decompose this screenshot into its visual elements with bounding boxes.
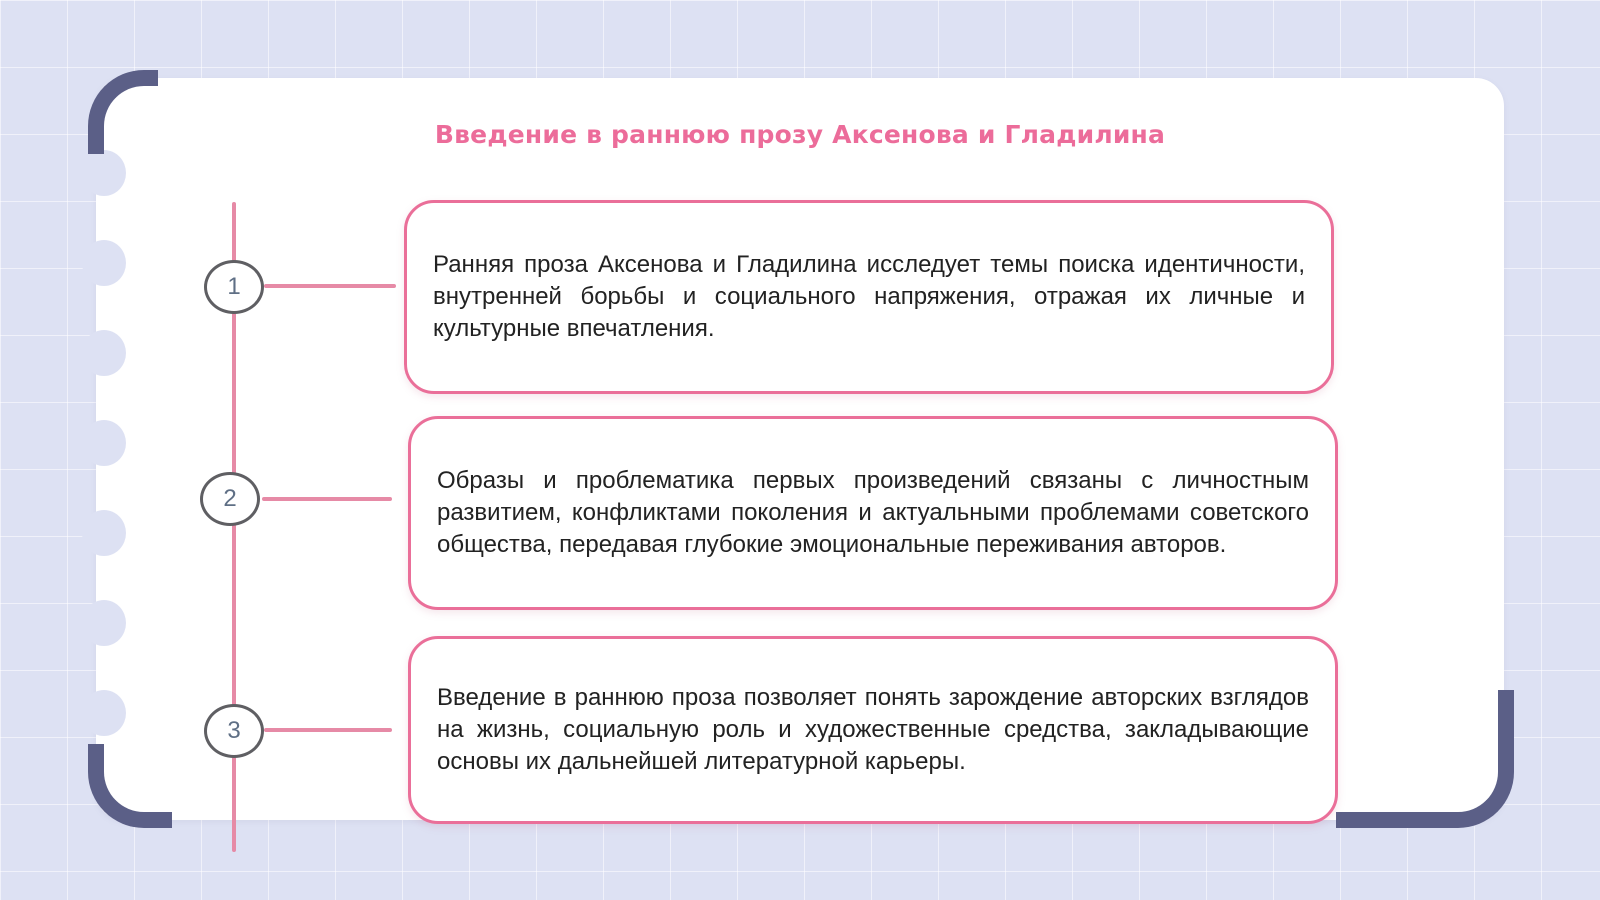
card-edge-scallop: [82, 690, 126, 736]
card-edge-scallop: [82, 510, 126, 556]
timeline-marker-3: 3: [204, 704, 264, 758]
corner-bracket-top-left: [88, 70, 158, 154]
content-text: Ранняя проза Аксенова и Гладилина исследует темы поиска идентичности, внутренней борьбы и социального напряжения, отражая их личные и культурные впечатления.: [433, 251, 1305, 342]
content-box-1: [404, 200, 1334, 394]
slide-title: Введение в раннюю прозу Аксенова и Гладилина: [434, 120, 1166, 149]
card-edge-scallop: [82, 420, 126, 466]
content-box-2: [408, 416, 1338, 610]
corner-bracket-bottom-right: [1336, 690, 1514, 828]
card-edge-scallop: [82, 240, 126, 286]
timeline-connector: [262, 497, 392, 501]
timeline-marker-1: 1: [204, 260, 264, 314]
content-text: Образы и проблематика первых произведений связаны с личностным развитием, конфликтами поколения и актуальными проблемами советского общества, передавая глубокие эмоциональные переживания авторов.: [437, 467, 1309, 558]
content-box-3: [408, 636, 1338, 824]
corner-bracket-bottom-left: [88, 744, 172, 828]
timeline-connector: [264, 728, 392, 732]
card-edge-scallop: [82, 600, 126, 646]
content-text: Введение в раннюю проза позволяет понять зарождение авторских взглядов на жизнь, социальную роль и художественные средства, закладывающие основы их дальнейшей литературной карьеры.: [437, 684, 1309, 775]
timeline-marker-2: 2: [200, 472, 260, 526]
card-edge-scallop: [82, 330, 126, 376]
timeline-connector: [264, 284, 396, 288]
card-edge-scallop: [82, 150, 126, 196]
